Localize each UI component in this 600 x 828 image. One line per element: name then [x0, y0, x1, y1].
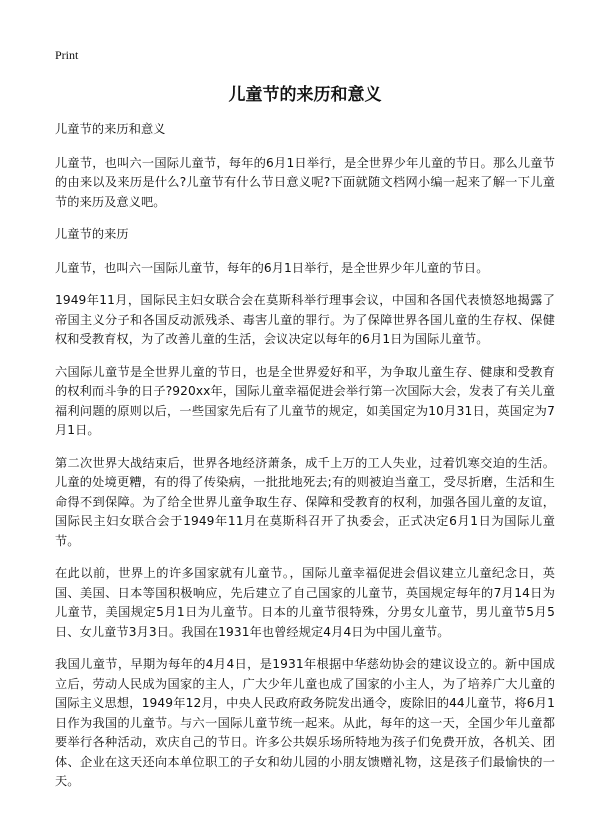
section-heading-origin: 儿童节的来历: [55, 227, 129, 241]
paragraph-definition: 儿童节，也叫六一国际儿童节，每年的6月1日举行，是全世界少年儿童的节日。: [55, 260, 489, 275]
page-title: 儿童节的来历和意义: [228, 85, 382, 105]
print-link[interactable]: Print: [55, 48, 79, 62]
paragraph-post-war: 第二次世界大战结束后，世界各地经济萧条，成千上万的工人失业，过着饥寒交迫的生活。儿童的处境更糟，有的得了传染病，一批批地死去;有的则被迫当童工，受尽折磨，生活和生命得不到保障。为了给全世界儿童争取生存、保障和受教育的权利，加强各国儿童的友谊，国际民主妇女联合会于1949年11月在莫斯科召开了执委会，正式决定6月1日为国际儿童节。: [55, 455, 555, 548]
paragraph-1949-meeting: 1949年11月，国际民主妇女联合会在莫斯科举行理事会议，中国和各国代表愤怒地揭露了帝国主义分子和各国反动派残杀、毒害儿童的罪行。为了保障世界各国儿童的生存权、保健权和受教育权，为了改善儿童的生活，会议决定以每年的6月1日为国际儿童节。: [55, 293, 555, 346]
article-body: [55, 120, 555, 805]
paragraph-china-history: 我国儿童节，早期为每年的4月4日，是1931年根据中华慈幼协会的建议设立的。新中国成立后，劳动人民成为国家的主人，广大少年儿童也成了国家的小主人，为了培养广大儿童的国际主义思想，1949年12月，中央人民政府政务院发出通令，废除旧的44儿童节，将6月1日作为我国的儿童节。与六一国际儿童节统一起来。从此，每年的这一天，全国少年儿童都要举行各种活动，欢庆自己的节日。许多公共娱乐场所特地为孩子们免费开放，各机关、团体、企业在这天还向本单位职工的子女和幼儿园的小朋友馈赠礼物，这是孩子们最愉快的一天。: [55, 657, 555, 788]
paragraph-international-day: 六国际儿童节是全世界儿童的节日，也是全世界爱好和平，为争取儿童生存、健康和受教育的权利而斗争的日子?920xx年，国际儿童幸福促进会举行第一次国际大会，发表了有关儿童福利问题的原则以后，一些国家先后有了儿童节的规定，如美国定为10月31日，英国定为7月1日。: [55, 364, 555, 437]
paragraph-intro: 儿童节，也叫六一国际儿童节，每年的6月1日举行，是全世界少年儿童的节日。那么儿童节的由来以及来历是什么?儿童节有什么节日意义呢?下面就随文档网小编一起来了解一下儿童节的来历及意义吧。: [55, 155, 555, 209]
section-heading-intro: 儿童节的来历和意义: [55, 122, 166, 136]
paragraph-earlier-days: 在此以前，世界上的许多国家就有儿童节。，国际儿童幸福促进会倡议建立儿童纪念日，英国、美国、日本等国积极响应，先后建立了自己国家的儿童节，英国规定每年的7月14日为儿童节，美国规定5月1日为儿童节。日本的儿童节很特殊，分男女儿童节，男儿童节5月5日、女儿童节3月3日。我国在1931年也曾经规定4月4日为中国儿童节。: [55, 566, 555, 639]
